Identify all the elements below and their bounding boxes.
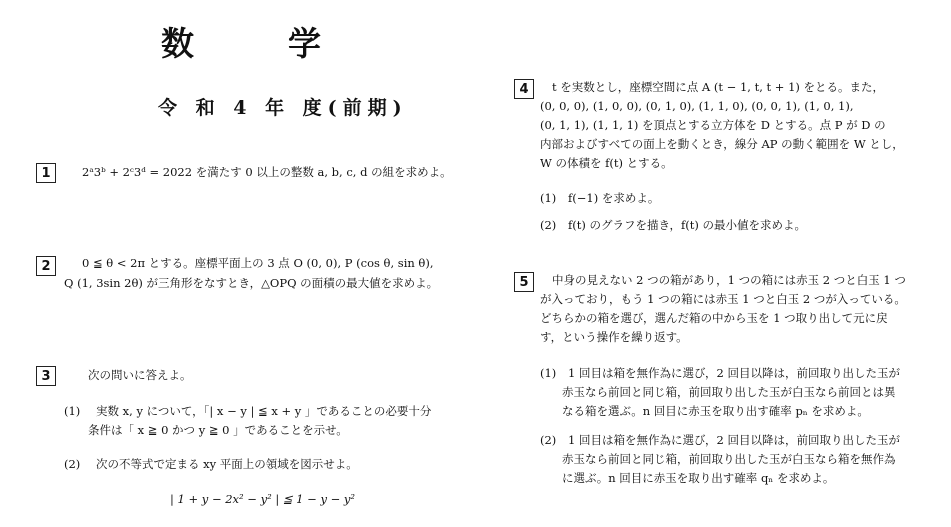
problem-2-line-1: 0 ≦ θ < 2π とする。座標平面上の 3 点 O (0, 0), P (cos θ, sin θ), [82,256,434,270]
problem-5-1-line-2: 赤玉なら前回と同じ箱，前回取り出した玉が白玉なら前回とは異 [562,385,896,399]
problem-4-1-label: (1) [540,191,557,205]
problem-3-number: 3 [36,366,56,386]
problem-3-2-line-1: 次の不等式で定まる xy 平面上の領域を図示せよ。 [96,457,358,471]
problem-3-1-label: (1) [64,404,81,418]
problem-4-1-text: f(−1) を求めよ。 [568,191,660,205]
problem-3-intro: 次の問いに答えよ。 [88,368,192,382]
problem-1-text: 2ᵃ3ᵇ + 2ᶜ3ᵈ = 2022 を満たす 0 以上の整数 a, b, c, d の組を求めよ。 [82,165,452,179]
problem-3-2-formula: | 1 + y − 2x² − y² | ≦ 1 − y − y² [170,492,355,506]
problem-5-1-line-1: 1 回目は箱を無作為に選び，2 回目以降は，前回取り出した玉が [568,366,900,380]
problem-4-number: 4 [514,79,534,99]
subject-title-right: 学 [288,24,321,63]
problem-5-1-label: (1) [540,366,557,380]
problem-5-line-3: どちらかの箱を選び，選んだ箱の中から玉を 1 つ取り出して元に戻 [540,311,888,325]
problem-2-number: 2 [36,256,56,276]
problem-4-line-5: W の体積を f(t) とする。 [540,156,673,170]
problem-5-line-4: す，という操作を繰り返す。 [540,330,688,344]
problem-5-2-line-2: 赤玉なら前回と同じ箱，前回取り出した玉が白玉なら箱を無作為 [562,452,896,466]
problem-2-line-2: Q (1, 3sin 2θ) が三角形をなすとき，△OPQ の面積の最大値を求めよ。 [64,276,439,290]
problem-4-line-4: 内部およびすべての面上を動くとき，線分 AP の動く範囲を W とし， [540,137,904,151]
problem-4-line-1: t を実数とし，座標空間に点 A (t − 1, t, t + 1) をとる。また， [552,80,885,94]
problem-3-2-label: (2) [64,457,81,471]
problem-5-2-line-1: 1 回目は箱を無作為に選び，2 回目以降は，前回取り出した玉が [568,433,900,447]
problem-5-line-1: 中身の見えない 2 つの箱があり，1 つの箱には赤玉 2 つと白玉 1 つ [552,273,906,287]
problem-4-2-text: f(t) のグラフを描き，f(t) の最小値を求めよ。 [568,218,807,232]
problem-3-1-line-2: 条件は「 x ≧ 0 かつ y ≧ 0 」であることを示せ。 [88,423,348,437]
problem-4-line-3: (0, 1, 1), (1, 1, 1) を頂点とする立方体を D とする。点 P が D の [540,118,886,132]
problem-5-1-line-3: なる箱を選ぶ。n 回目に赤玉を取り出す確率 pₙ を求めよ。 [562,404,869,418]
problem-5-line-2: が入っており，もう 1 つの箱には赤玉 1 つと白玉 2 つが入っている。 [540,292,906,306]
problem-3-1-line-1: 実数 x, y について，「| x − y | ≦ x + y 」であることの必要十分 [96,404,432,418]
problem-4-line-2: (0, 0, 0), (1, 0, 0), (0, 1, 0), (1, 1, 0), (0, 0, 1), (1, 0, 1), [540,99,854,113]
problem-5-number: 5 [514,272,534,292]
problem-5-2-label: (2) [540,433,557,447]
problem-4-2-label: (2) [540,218,557,232]
problem-1-number: 1 [36,163,56,183]
exam-year-heading: 令 和 4 年 度(前期) [158,97,408,119]
problem-5-2-line-3: に選ぶ。n 回目に赤玉を取り出す確率 qₙ を求めよ。 [562,471,835,485]
subject-title-left: 数 [161,24,194,63]
